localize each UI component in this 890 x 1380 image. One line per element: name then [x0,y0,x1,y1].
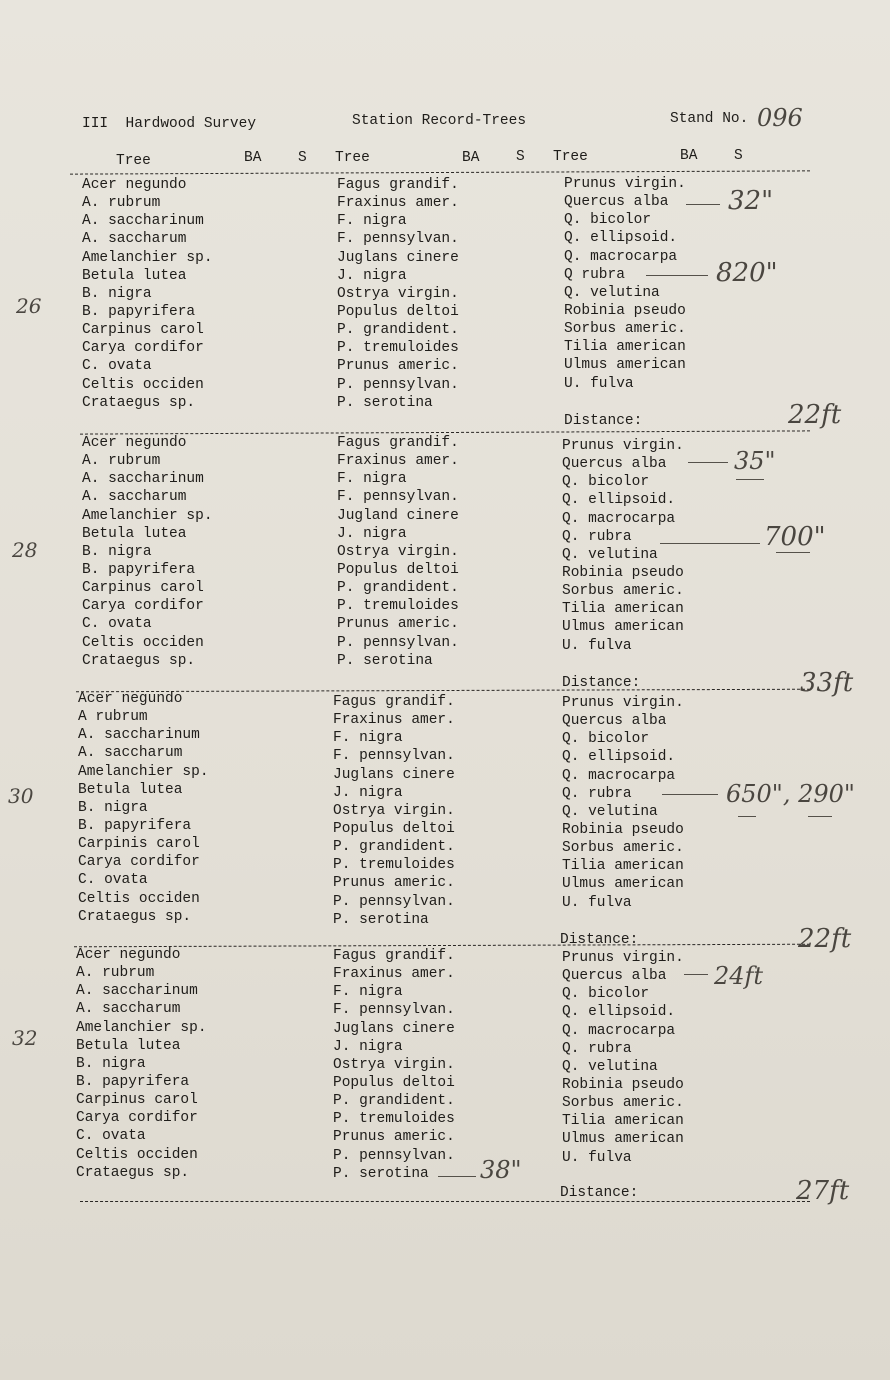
tree-entry: Ostrya virgin. [337,285,459,302]
tree-entry: Q. macrocarpa [564,248,678,265]
tree-entry: Betula lutea [82,525,187,542]
margin-note: 28 [12,538,38,562]
tree-entry: Q. rubra [562,1040,632,1057]
tree-entry: Q rubra [564,266,625,283]
tree-entry: C. ovata [82,358,152,375]
tree-entry: B. papyrifera [78,817,192,834]
tree-entry: Carya cordifor [76,1110,198,1127]
tree-entry: Robinia pseudo [564,302,686,319]
tree-entry: F. nigra [337,213,407,230]
tree-entry: Prunus virgin. [564,176,686,192]
tree-entry: P. serotina [337,394,433,411]
col-header-tree-2: Tree [335,150,370,166]
block-4-col-3 [562,949,684,1167]
tree-entry: Carya cordifor [82,340,204,357]
handwritten-note: 650", 290" [726,780,855,808]
block-3-col-2 [333,693,455,929]
tree-entry: Crataegus sp. [82,652,196,669]
tree-entry: Betula lutea [78,781,183,798]
tree-entry: Robinia pseudo [562,821,684,838]
tree-entry: B. nigra [82,543,152,560]
tree-entry: Robinia pseudo [562,1076,684,1093]
tree-entry: Celtis occiden [82,634,204,651]
tree-entry: Sorbus americ. [562,583,684,600]
handwritten-note: 820" [716,258,778,288]
tree-entry: Crataegus sp. [82,394,196,411]
tree-entry: F. pennsylvan. [337,231,459,248]
tree-entry: Prunus americ. [337,358,459,375]
col-header-ba-2: BA [462,150,480,166]
tree-entry: A rubrum [78,709,148,726]
tree-entry: Carpinus carol [82,580,204,597]
tree-entry: Populus deltoi [333,1074,455,1091]
tree-entry: P. grandident. [333,1093,455,1110]
tree-entry: Juglans cinere [337,249,459,266]
block-4-col-2 [333,947,455,1183]
tree-entry: Q. macrocarpa [562,767,676,784]
tree-entry: A. saccharinum [78,727,200,744]
block-2-col-1 [82,434,213,670]
survey-title: III Hardwood Survey [82,116,257,132]
tree-entry: Q. ellipsoid. [562,749,676,766]
tree-entry: A. saccharum [82,489,187,506]
tree-entry: Betula lutea [76,1037,181,1054]
tree-entry: P. pennsylvan. [333,1147,455,1164]
block-divider [80,1201,810,1202]
margin-note: 30 [8,784,34,808]
tree-entry: U. fulva [562,1149,632,1166]
tree-entry: Juglans cinere [333,1020,455,1037]
tree-entry: J. nigra [337,267,407,284]
margin-note: 32 [12,1026,38,1050]
tree-entry: A. rubrum [82,453,161,470]
tree-entry: Acer negundo [82,177,187,193]
tree-entry: A. saccharinum [76,983,198,1000]
tree-entry: Q. bicolor [562,474,650,491]
block-2-col-3 [562,437,684,655]
stand-number: 096 [757,104,803,132]
tree-entry: Tilia american [562,1113,684,1130]
tree-entry: P. tremuloides [333,857,455,874]
tree-entry: Amelanchier sp. [82,249,213,266]
tree-entry: Fraxinus amer. [337,453,459,470]
tree-entry: P. grandident. [337,322,459,339]
distance-note: 33ft [800,668,854,698]
tree-entry: A. saccharum [82,231,187,248]
tree-entry: Q. bicolor [562,986,650,1003]
tree-entry: Carpinus carol [82,322,204,339]
tree-entry: Ostrya virgin. [337,543,459,560]
tree-entry: P. serotina [333,911,429,928]
col-header-s-3: S [734,148,743,164]
annotation-line [662,794,718,795]
distance-label: Distance: [562,675,641,691]
tree-entry: Q. rubra [562,528,632,545]
annotation-line [688,462,728,463]
tree-entry: F. pennsylvan. [337,489,459,506]
tree-entry: Sorbus americ. [562,1095,684,1112]
tree-entry: Tilia american [562,858,684,875]
tree-entry: Q. velutina [564,284,660,301]
tree-entry: Q. ellipsoid. [564,230,678,247]
tree-entry: Sorbus americ. [564,321,686,338]
tree-entry: Amelanchier sp. [82,507,213,524]
col-header-s-2: S [516,149,525,165]
annotation-line [776,552,810,553]
col-header-tree-1: Tree [116,153,151,169]
tree-entry: U. fulva [562,894,632,911]
tree-entry: Acer negundo [78,691,183,707]
tree-entry: Fraxinus amer. [337,195,459,212]
tree-entry: Crataegus sp. [78,908,192,925]
annotation-line [808,816,832,817]
tree-entry: F. pennsylvan. [333,748,455,765]
handwritten-note: 24ft [714,962,764,990]
handwritten-note: 700" [764,522,826,552]
tree-entry: Quercus alba [562,968,667,985]
tree-entry: Amelanchier sp. [76,1019,207,1036]
tree-entry: P. tremuloides [337,598,459,615]
tree-entry: Fagus grandif. [337,177,459,193]
tree-entry: F. pennsylvan. [333,1002,455,1019]
tree-entry: Ostrya virgin. [333,1056,455,1073]
tree-entry: A. saccharinum [82,213,204,230]
tree-entry: Ulmus american [562,619,684,636]
tree-entry: Quercus alba [562,713,667,730]
tree-entry: Prunus virgin. [562,438,684,454]
tree-entry: B. nigra [82,285,152,302]
tree-entry: Populus deltoi [337,561,459,578]
tree-entry: Ostrya virgin. [333,802,455,819]
distance-note: 22ft [788,400,842,430]
tree-entry: Prunus americ. [337,616,459,633]
tree-entry: Q. bicolor [562,731,650,748]
tree-entry: C. ovata [76,1128,146,1145]
tree-entry: Fagus grandif. [333,694,455,710]
annotation-line [438,1176,476,1177]
tree-entry: P. serotina [333,1165,429,1182]
block-4-col-1 [76,946,207,1182]
tree-entry: Fraxinus amer. [333,966,455,983]
tree-entry: Q. ellipsoid. [562,492,676,509]
tree-entry: Prunus virgin. [562,950,684,966]
tree-entry: U. fulva [562,637,632,654]
annotation-line [646,275,708,276]
tree-entry: P. pennsylvan. [337,634,459,651]
header-divider [70,170,810,174]
tree-entry: Celtis occiden [82,376,204,393]
tree-entry: Populus deltoi [333,820,455,837]
tree-entry: Ulmus american [562,876,684,893]
tree-entry: F. nigra [333,984,403,1001]
tree-entry: F. nigra [333,730,403,747]
tree-entry: Q. velutina [562,546,658,563]
tree-entry: U. fulva [564,375,634,392]
tree-entry: P. pennsylvan. [337,376,459,393]
tree-entry: Q. macrocarpa [562,510,676,527]
annotation-line [660,543,760,544]
stand-label: Stand No. [670,111,749,127]
handwritten-note: 38" [480,1156,522,1184]
distance-label: Distance: [560,932,639,948]
tree-entry: Q. macrocarpa [562,1022,676,1039]
handwritten-note: 32" [728,186,774,216]
tree-entry: Celtis occiden [78,890,200,907]
margin-note: 26 [16,294,42,318]
tree-entry: Fraxinus amer. [333,712,455,729]
tree-entry: A. rubrum [76,965,155,982]
tree-entry: C. ovata [82,616,152,633]
tree-entry: B. papyrifera [76,1073,190,1090]
tree-entry: A. saccharinum [82,471,204,488]
col-header-s-1: S [298,150,307,166]
tree-entry: Sorbus americ. [562,840,684,857]
distance-label: Distance: [560,1185,639,1201]
distance-label: Distance: [564,413,643,429]
tree-entry: Prunus americ. [333,875,455,892]
tree-entry: Quercus alba [562,456,667,473]
tree-entry: B. nigra [78,799,148,816]
tree-entry: Betula lutea [82,267,187,284]
tree-entry: Q. rubra [562,785,632,802]
tree-entry: Tilia american [562,601,684,618]
block-3-col-3 [562,694,684,912]
block-3-col-1 [78,690,209,926]
tree-entry: Fagus grandif. [337,435,459,451]
tree-entry: Jugland cinere [337,507,459,524]
annotation-line [684,974,708,975]
tree-entry: Ulmus american [564,357,686,374]
tree-entry: P. pennsylvan. [333,893,455,910]
tree-entry: Ulmus american [562,1131,684,1148]
tree-entry: P. tremuloides [333,1111,455,1128]
tree-entry: P. grandident. [333,839,455,856]
block-1-col-1 [82,176,213,412]
tree-entry: Q. ellipsoid. [562,1004,676,1021]
tree-entry: Robinia pseudo [562,564,684,581]
distance-note: 22ft [798,924,852,954]
tree-entry: A. saccharum [76,1001,181,1018]
tree-entry: P. tremuloides [337,340,459,357]
tree-entry: Q. bicolor [564,212,652,229]
tree-entry: Carya cordifor [78,854,200,871]
tree-entry: B. papyrifera [82,303,196,320]
distance-note: 27ft [796,1176,850,1206]
tree-entry: Q. velutina [562,1058,658,1075]
tree-entry: Tilia american [564,339,686,356]
col-header-tree-3: Tree [553,149,588,165]
tree-entry: Fagus grandif. [333,948,455,964]
tree-entry: P. grandident. [337,580,459,597]
tree-entry: Carya cordifor [82,598,204,615]
tree-entry: Carpinus carol [76,1092,198,1109]
tree-entry: Acer negundo [82,435,187,451]
col-header-ba-3: BA [680,148,698,164]
tree-entry: A. saccharum [78,745,183,762]
tree-entry: Carpinis carol [78,836,200,853]
tree-entry: B. nigra [76,1055,146,1072]
tree-entry: B. papyrifera [82,561,196,578]
tree-entry: Crataegus sp. [76,1164,190,1181]
tree-entry: F. nigra [337,471,407,488]
annotation-line [686,204,720,205]
tree-entry: Q. velutina [562,803,658,820]
block-1-col-3 [564,175,686,393]
block-2-col-2 [337,434,459,670]
tree-entry: Populus deltoi [337,303,459,320]
tree-entry: Celtis occiden [76,1146,198,1163]
tree-entry: J. nigra [337,525,407,542]
tree-entry: Amelanchier sp. [78,763,209,780]
tree-entry: J. nigra [333,784,403,801]
annotation-line [738,816,756,817]
tree-entry: Juglans cinere [333,766,455,783]
tree-entry: Quercus alba [564,194,669,211]
tree-entry: C. ovata [78,872,148,889]
tree-entry: Acer negundo [76,947,181,963]
tree-entry: Prunus virgin. [562,695,684,711]
handwritten-note: 35" [734,447,776,475]
tree-entry: A. rubrum [82,195,161,212]
annotation-line [736,479,764,480]
col-header-ba-1: BA [244,150,262,166]
tree-entry: J. nigra [333,1038,403,1055]
form-title: Station Record-Trees [352,113,527,129]
tree-entry: Prunus americ. [333,1129,455,1146]
tree-entry: P. serotina [337,652,433,669]
block-1-col-2 [337,176,459,412]
